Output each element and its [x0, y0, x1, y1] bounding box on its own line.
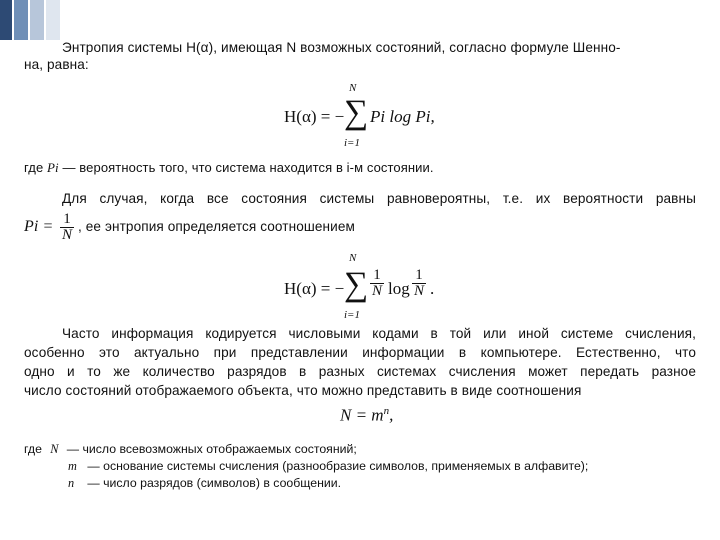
frac-a-num: 1: [370, 268, 384, 284]
pi-equals: Pi =: [24, 218, 54, 235]
case-line-2-text: , ее энтропия определяется соотношением: [78, 219, 355, 234]
formula1-rhs: Pi log Pi,: [370, 107, 435, 126]
intro-line-1: Энтропия системы H(α), имеющая N возможных состояний, согласно формуле Шенно-: [62, 40, 621, 55]
def-text-n: — число разрядов (символов) в сообщении.: [87, 476, 342, 490]
fraction-denominator: N: [61, 227, 73, 243]
para-line-4: число состояний отображаемого объекта, что можно представить в виде соотношения: [24, 383, 582, 398]
sum-upper-limit-2: N: [349, 252, 357, 264]
definition-n-states: [24, 442, 357, 457]
formula2-lhs: H(α) = −: [284, 279, 345, 298]
formula3-comma: ,: [389, 405, 394, 425]
entropy-formula-2: [284, 252, 454, 324]
pi-symbol: Pi: [47, 160, 59, 175]
def-text-m: — основание системы счисления (разнообразие символов, применяемых в алфавите);: [87, 459, 589, 473]
formula1-lhs: H(α) = −: [284, 107, 345, 126]
fraction-1-over-n-b: [412, 268, 426, 299]
where-prefix: где: [24, 160, 44, 175]
def-prefix: где: [24, 442, 42, 456]
where-line-1: [24, 160, 434, 176]
def-symbol-m: m: [68, 459, 77, 473]
square-2: [14, 0, 28, 40]
case-line-1: Для случая, когда все состояния системы равновероятны, т.е. их вероятности равны: [62, 191, 696, 206]
sum-upper-limit: N: [349, 82, 357, 94]
header-squares: [0, 0, 720, 40]
def-text-N: — число всевозможных отображаемых состояний;: [66, 442, 357, 456]
para-line-3: одно и то же количество разрядов в разных системах счисления может передать разное: [24, 364, 696, 379]
formula3-text: N = m: [340, 405, 384, 425]
definition-n-digits: [68, 476, 341, 491]
one-over-n-fraction: [60, 212, 74, 243]
sum-symbol: ∑: [344, 94, 369, 131]
definition-m-base: [68, 459, 588, 474]
square-4: [46, 0, 60, 40]
fraction-numerator: 1: [60, 212, 74, 228]
fraction-1-over-n-a: [370, 268, 384, 299]
states-formula: [340, 405, 393, 426]
frac-b-den: N: [413, 283, 424, 299]
def-symbol-n: n: [68, 476, 75, 490]
sum-lower-limit: i=1: [344, 137, 360, 149]
where-text: — вероятность того, что система находится в i-м состоянии.: [62, 160, 434, 175]
square-1: [0, 0, 12, 40]
formula3-exponent: n: [383, 405, 390, 417]
formula2-dot: .: [430, 279, 435, 298]
frac-a-den: N: [371, 283, 382, 299]
para-line-1: Часто информация кодируется числовыми кодами в той или иной системе счисления,: [62, 326, 696, 341]
sum-symbol-2: ∑: [344, 266, 369, 303]
sum-lower-limit-2: i=1: [344, 309, 360, 321]
def-symbol-N: N: [50, 442, 59, 456]
square-3: [30, 0, 44, 40]
para-line-2: особенно это актуально при представлении информации в компьютере. Естественно, что: [24, 345, 696, 360]
frac-b-num: 1: [412, 268, 426, 284]
formula2-log: log: [388, 279, 410, 298]
entropy-formula-1: [284, 82, 454, 152]
intro-line-2: на, равна:: [24, 57, 89, 72]
